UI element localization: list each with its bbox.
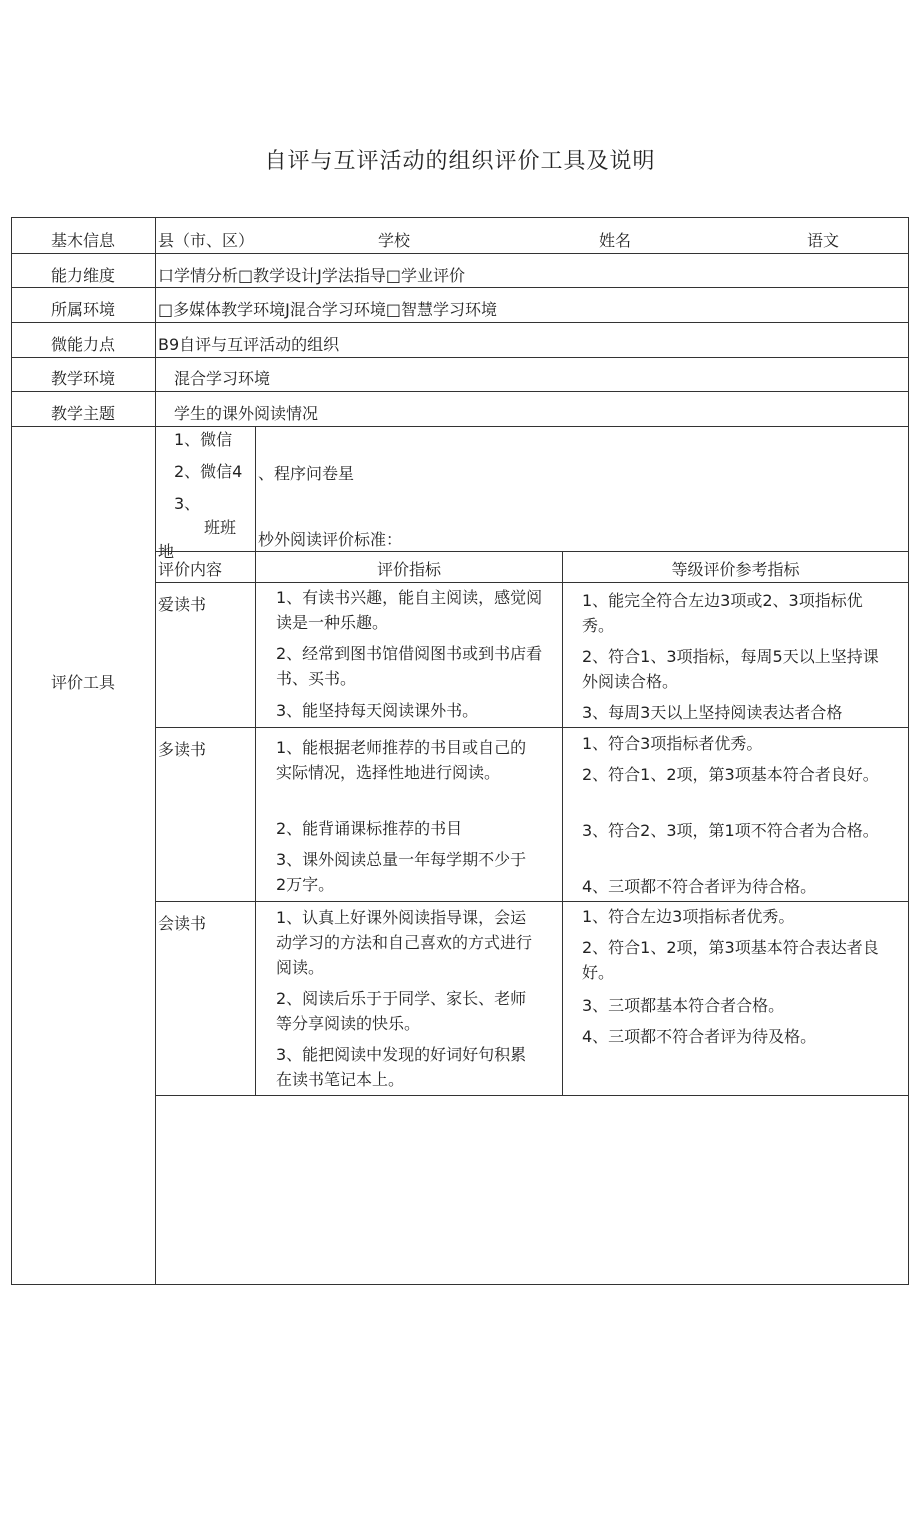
indicator-item: 1、有读书兴趣，能自主阅读，感觉阅读是一种乐趣。 xyxy=(276,588,543,632)
ability-value: 口学情分析□教学设计J学法指导□学业评价 xyxy=(158,266,465,285)
level-item: 2、符合1、3项指标，每周5天以上坚持课外阅读合格。 xyxy=(582,647,879,691)
indicator-item: 2、阅读后乐于于同学、家长、老师等分享阅读的快乐。 xyxy=(276,989,527,1033)
indicator-item: 1、能根据老师推荐的书目或自己的实际情况，选择性地进行阅读。 xyxy=(276,738,527,782)
page-title: 自评与互评活动的组织评价工具及说明 xyxy=(264,149,656,174)
indicator-item: 3、能把阅读中发现的好词好句积累在读书笔记本上。 xyxy=(276,1045,527,1089)
teach-env-value: 混合学习环境 xyxy=(174,369,271,388)
tool-left-item: 1、微信 xyxy=(174,430,233,449)
indicator-item: 2、能背诵课标推荐的书目 xyxy=(276,819,463,838)
point-label: 微能力点 xyxy=(50,335,115,354)
theme-value: 学生的课外阅读情况 xyxy=(174,404,319,423)
subject-field: 语文 xyxy=(807,231,840,250)
name-field: 姓名 xyxy=(599,231,632,250)
tool-app-note: 、程序问卷星 xyxy=(258,464,355,483)
school-field: 学校 xyxy=(378,231,411,250)
section-name: 多读书 xyxy=(158,740,207,759)
section-name: 爱读书 xyxy=(158,595,207,614)
header-indicator: 评价指标 xyxy=(376,560,441,579)
level-item: 2、符合1、2项，第3项基本符合者良好。 xyxy=(582,765,879,784)
tool-left-item: 班班 xyxy=(204,518,237,537)
level-item: 1、符合3项指标者优秀。 xyxy=(582,734,763,753)
basic-info-label: 基木信息 xyxy=(50,231,115,250)
ability-label: 能力维度 xyxy=(50,266,115,285)
header-content: 评价内容 xyxy=(158,560,223,579)
theme-label: 教学主题 xyxy=(50,404,115,423)
tool-left-item: 2、微信4 xyxy=(174,462,243,481)
indicator-item: 3、能坚持每天阅读课外书。 xyxy=(276,701,479,720)
indicator-item: 3、课外阅读总量一年每学期不少于2万字。 xyxy=(276,850,527,894)
level-item: 1、符合左边3项指标者优秀。 xyxy=(582,907,795,926)
level-item: 4、三项都不符合者评为待合格。 xyxy=(582,877,817,896)
tool-label: 评价工具 xyxy=(50,673,115,692)
section-name: 会读书 xyxy=(158,914,207,933)
level-item: 3、每周3天以上坚持阅读表达者合格 xyxy=(582,703,843,722)
tool-left-item: 3、 xyxy=(174,494,201,513)
env-label: 所属环境 xyxy=(50,300,115,319)
indicator-item: 2、经常到图书馆借阅图书或到书店看书、买书。 xyxy=(276,644,543,688)
county-field: 县（市、区） xyxy=(158,231,255,250)
header-level: 等级评价参考指标 xyxy=(671,560,800,579)
level-item: 4、三项都不符合者评为待及格。 xyxy=(582,1027,817,1046)
tool-standard-title: 杪外阅读评价标准： xyxy=(258,530,403,549)
teach-env-label: 教学环境 xyxy=(50,369,115,388)
level-item: 3、三项都基本符合者合格。 xyxy=(582,996,785,1015)
indicator-item: 1、认真上好课外阅读指导课，会运动学习的方法和自己喜欢的方式进行阅读。 xyxy=(276,908,533,977)
point-value: B9自评与互评活动的组织 xyxy=(158,335,340,354)
level-item: 3、符合2、3项，第1项不符合者为合格。 xyxy=(582,821,879,840)
level-item: 1、能完全符合左边3项或2、3项指标优秀。 xyxy=(582,591,863,635)
env-value: □多媒体教学环境J混合学习环境□智慧学习环境 xyxy=(158,300,497,319)
tool-left-item: 地 xyxy=(158,542,175,561)
level-item: 2、符合1、2项，第3项基本符合表达者良好。 xyxy=(582,938,879,982)
tool-left-items xyxy=(156,427,254,561)
